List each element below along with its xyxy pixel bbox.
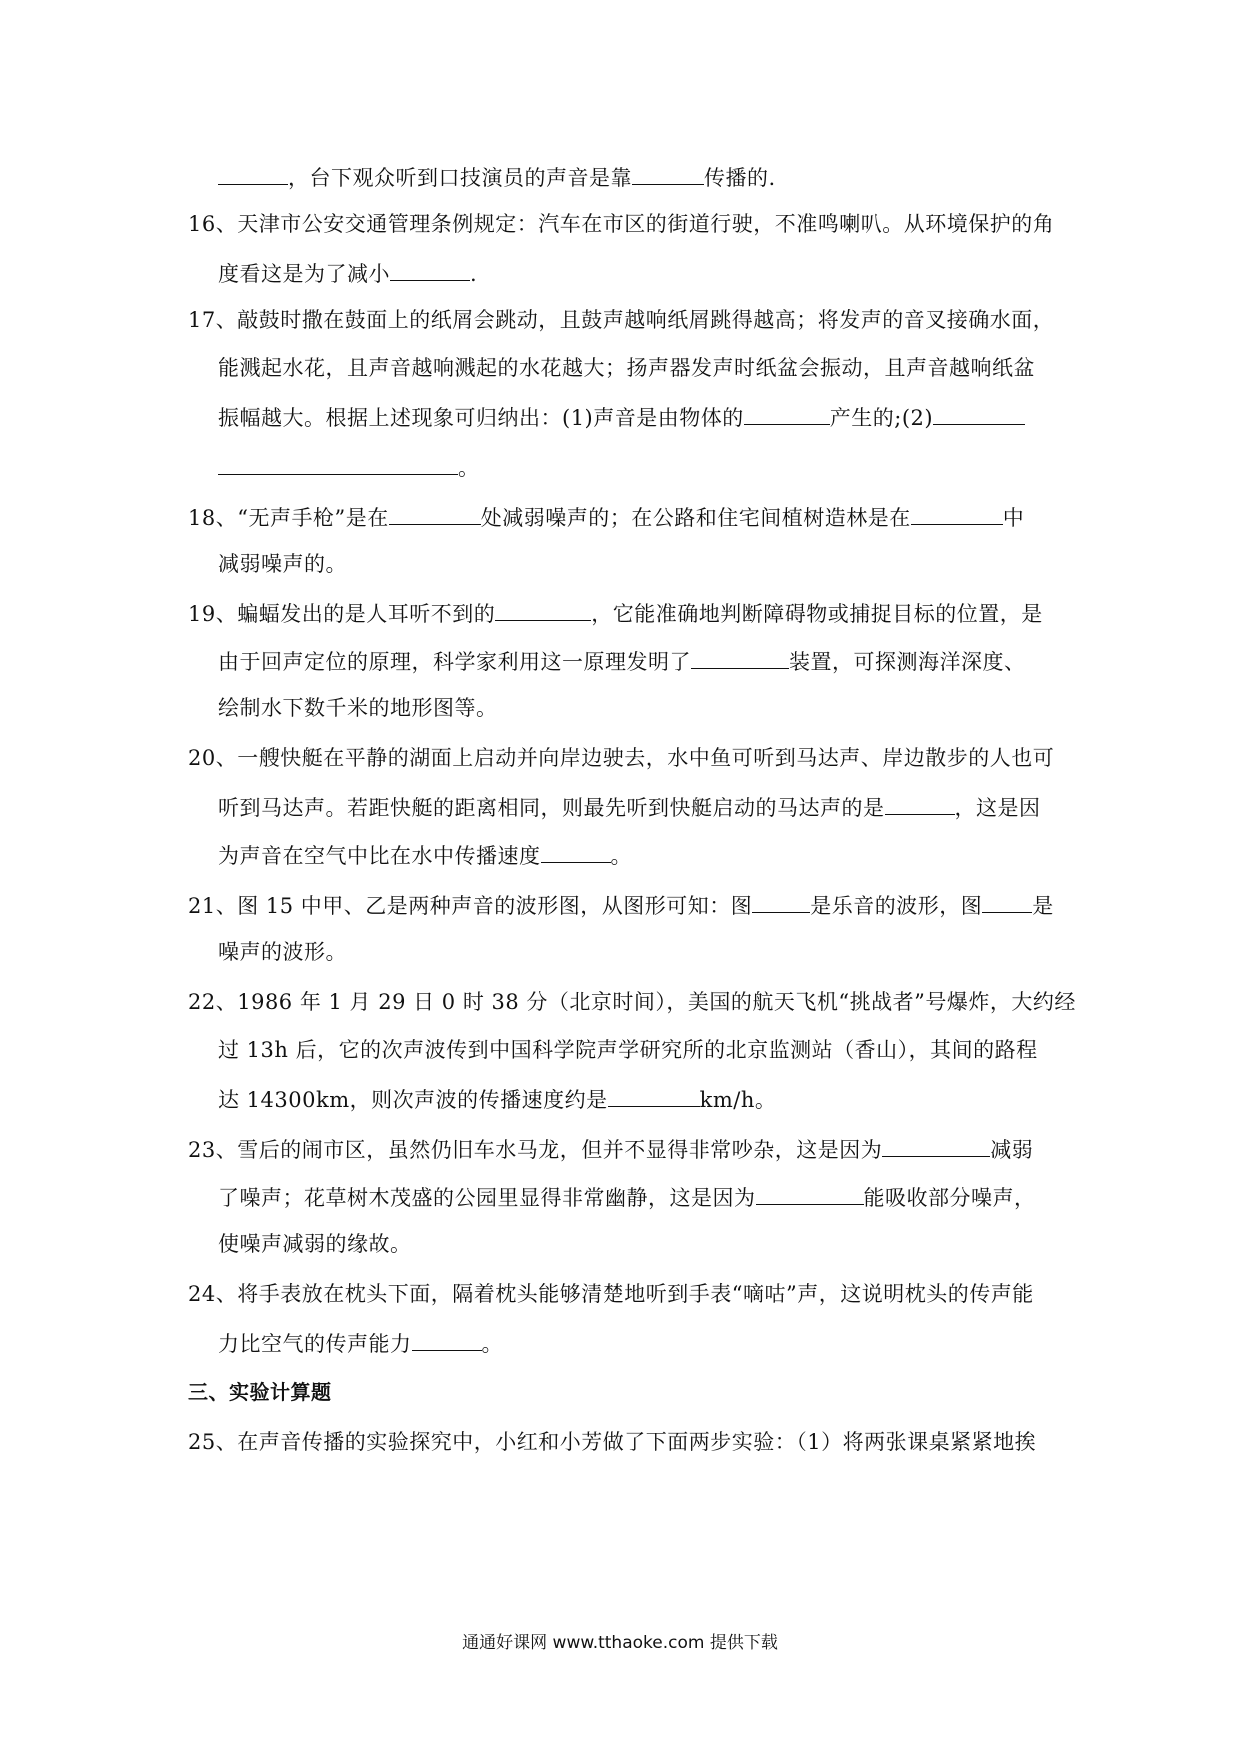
question-24-line-1 xyxy=(188,1280,1034,1308)
question-20-line-3 xyxy=(218,840,632,868)
blank xyxy=(756,1182,864,1205)
text-segment: 。 xyxy=(458,456,480,480)
text-segment: 由于回声定位的原理，科学家利用这一原理发明了 xyxy=(218,650,691,674)
text-segment: 20、一艘快艇在平静的湖面上启动并向岸边驶去，水中鱼可听到马达声、岸边散步的人也可 xyxy=(188,746,1055,770)
footer-text: 通通好课网 www.tthaoke.com 提供下载 xyxy=(462,1633,778,1653)
question-19-line-2 xyxy=(218,646,1026,674)
text-segment: 振幅越大。根据上述现象可归纳出：(1)声音是由物体的 xyxy=(218,406,744,430)
text-segment: 。 xyxy=(481,1332,503,1356)
question-17-line-3 xyxy=(218,402,1025,430)
text-segment: . xyxy=(470,262,478,286)
text-segment: 。 xyxy=(610,844,632,868)
text-segment: 噪声的波形。 xyxy=(218,940,347,964)
blank xyxy=(632,162,704,185)
text-segment: 处减弱噪声的；在公路和住宅间植树造林是在 xyxy=(480,506,911,530)
text-segment: 力比空气的传声能力 xyxy=(218,1332,412,1356)
text-segment: 传播的. xyxy=(704,166,776,190)
question-18-line-1 xyxy=(188,502,1024,530)
blank xyxy=(389,502,481,525)
text-segment: 21、图 15 中甲、乙是两种声音的波形图，从图形可知：图 xyxy=(188,894,753,918)
text-segment: 为声音在空气中比在水中传播速度 xyxy=(218,844,541,868)
blank xyxy=(911,502,1003,525)
blank xyxy=(982,890,1032,913)
text-segment: 绘制水下数千米的地形图等。 xyxy=(218,696,498,720)
question-21-line-1 xyxy=(188,890,1054,918)
question-22-line-1 xyxy=(188,988,1076,1016)
blank xyxy=(691,646,789,669)
question-17-line-4 xyxy=(218,452,480,480)
blank xyxy=(218,162,288,185)
blank xyxy=(495,598,591,621)
blank xyxy=(882,1134,990,1157)
text-segment: 24、将手表放在枕头下面，隔着枕头能够清楚地听到手表“嘀咕”声，这说明枕头的传声能 xyxy=(188,1282,1034,1306)
question-20-line-1 xyxy=(188,744,1054,772)
text-segment: 达 14300km，则次声波的传播速度约是 xyxy=(218,1088,608,1112)
text-segment: 中 xyxy=(1002,506,1025,530)
text-segment: 25、在声音传播的实验探究中，小红和小芳做了下面两步实验：（1）将两张课桌紧紧地挨 xyxy=(188,1430,1037,1454)
text-segment: 减弱 xyxy=(990,1138,1034,1162)
blank xyxy=(412,1328,482,1351)
text-segment: 19、蝙蝠发出的是人耳听不到的 xyxy=(188,602,496,626)
section-heading-text: 三、实验计算题 xyxy=(188,1380,332,1404)
question-21-line-2 xyxy=(218,938,347,966)
text-segment: 22、1986 年 1 月 29 日 0 时 38 分（北京时间），美国的航天飞机“挑战者”号爆炸，大约经 xyxy=(188,990,1076,1014)
question-19-line-3 xyxy=(218,694,498,722)
page-footer xyxy=(0,1628,1240,1653)
text-segment: 17、敲鼓时撒在鼓面上的纸屑会跳动，且鼓声越响纸屑跳得越高；将发声的音叉接确水面， xyxy=(188,308,1055,332)
question-17-line-1 xyxy=(188,306,1054,334)
text-segment: 听到马达声。若距快艇的距离相同，则最先听到快艇启动的马达声的是 xyxy=(218,796,885,820)
text-segment: 使噪声减弱的缘故。 xyxy=(218,1232,412,1256)
text-segment: 度看这是为了减小 xyxy=(218,262,390,286)
question-23-line-3 xyxy=(218,1230,412,1258)
question-16-line-2 xyxy=(218,258,477,286)
question-22-line-3 xyxy=(218,1084,776,1112)
blank xyxy=(218,452,458,475)
blank xyxy=(541,840,611,863)
question-19-line-1 xyxy=(188,598,1043,626)
blank xyxy=(608,1084,700,1107)
question-23-line-2 xyxy=(218,1182,1036,1210)
text-segment: 是 xyxy=(1032,894,1054,918)
blank xyxy=(933,402,1025,425)
text-segment: ，台下观众听到口技演员的声音是靠 xyxy=(288,166,632,190)
text-segment: km/h。 xyxy=(699,1088,777,1112)
text-segment: 18、“无声手枪”是在 xyxy=(188,506,389,530)
question-17-line-2 xyxy=(218,354,1035,382)
text-segment: 装置，可探测海洋深度、 xyxy=(789,650,1026,674)
text-segment: 能溅起水花，且声音越响溅起的水花越大；扬声器发声时纸盆会振动，且声音越响纸盆 xyxy=(218,356,1035,380)
blank xyxy=(885,792,955,815)
blank xyxy=(390,258,470,281)
blank xyxy=(752,890,810,913)
text-segment: ，这是因 xyxy=(954,796,1041,820)
section-heading xyxy=(188,1378,332,1406)
text-line xyxy=(218,162,776,190)
text-segment: 减弱噪声的。 xyxy=(218,552,347,576)
question-16-line-1 xyxy=(188,210,1054,238)
text-segment: 是乐音的波形，图 xyxy=(810,894,983,918)
text-segment: 能吸收部分噪声， xyxy=(863,1186,1036,1210)
text-segment: 产生的;(2) xyxy=(829,406,934,430)
text-segment: ，它能准确地判断障碍物或捕捉目标的位置，是 xyxy=(591,602,1043,626)
question-23-line-1 xyxy=(188,1134,1033,1162)
question-22-line-2 xyxy=(218,1036,1038,1064)
text-segment: 过 13h 后，它的次声波传到中国科学院声学研究所的北京监测站（香山），其间的路程 xyxy=(218,1038,1038,1062)
text-segment: 16、天津市公安交通管理条例规定：汽车在市区的街道行驶，不准鸣喇叭。从环境保护的角 xyxy=(188,212,1055,236)
text-segment: 了噪声；花草树木茂盛的公园里显得非常幽静，这是因为 xyxy=(218,1186,756,1210)
question-18-line-2 xyxy=(218,550,347,578)
question-20-line-2 xyxy=(218,792,1041,820)
text-segment: 23、雪后的闹市区，虽然仍旧车水马龙，但并不显得非常吵杂，这是因为 xyxy=(188,1138,883,1162)
question-24-line-2 xyxy=(218,1328,503,1356)
blank xyxy=(744,402,830,425)
question-25-line-1 xyxy=(188,1428,1036,1456)
